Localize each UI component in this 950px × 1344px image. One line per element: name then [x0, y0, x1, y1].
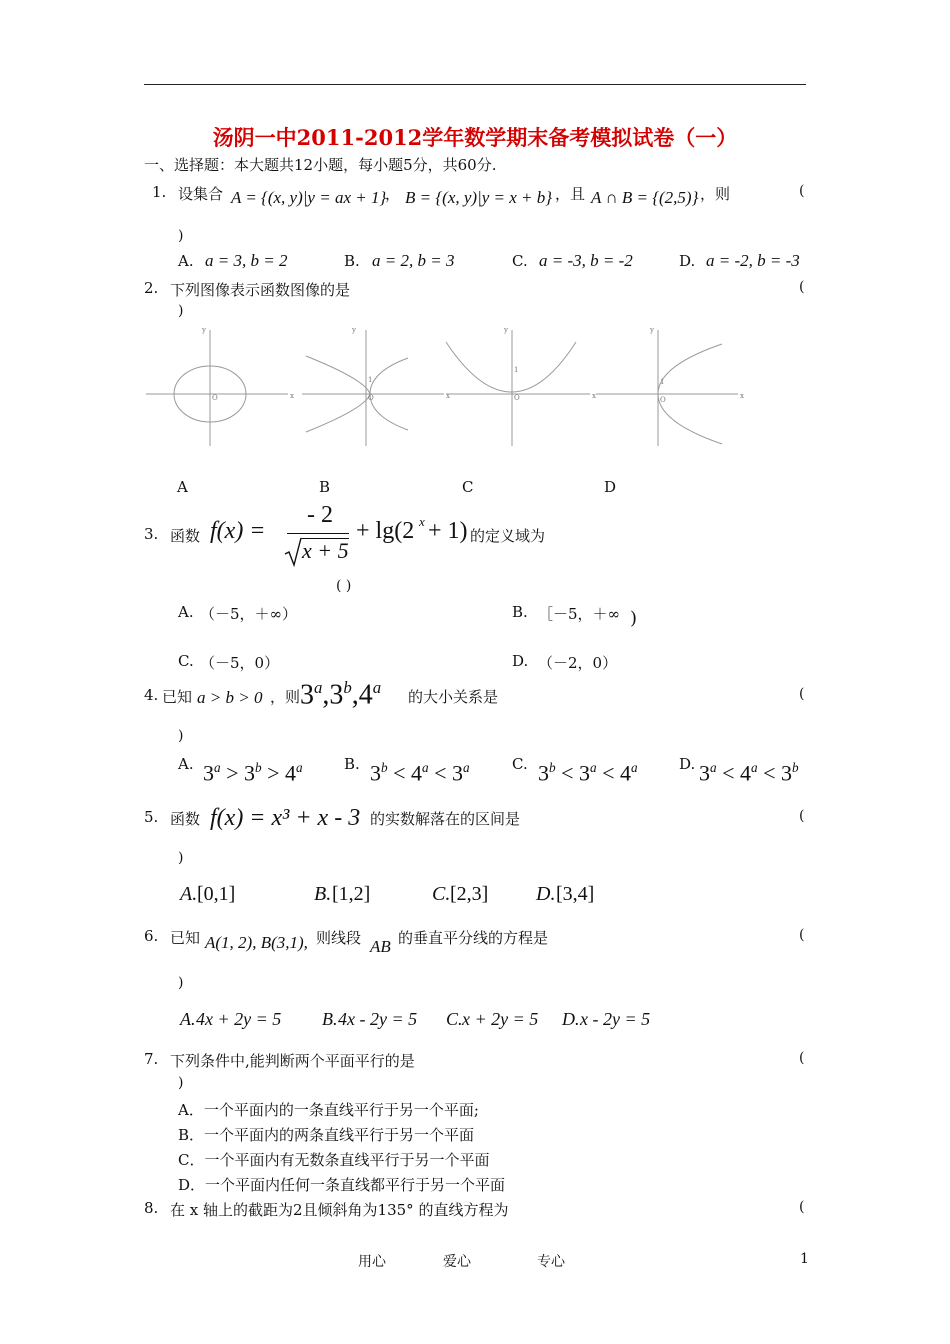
- q3-option-d[interactable]: （－2，0）: [538, 654, 618, 672]
- q5-option-a-label: A.: [180, 883, 198, 905]
- q4-expr-1-base: 3: [300, 679, 314, 711]
- q3-fraction-bar: [287, 533, 349, 534]
- q3-lg: + lg(2: [356, 518, 415, 544]
- q5-tail: 的实数解落在的区间是: [370, 810, 521, 828]
- q1-option-d[interactable]: a = -2, b = -3: [706, 251, 800, 270]
- q3-sqrt-icon: [284, 536, 302, 568]
- top-rule: [144, 84, 806, 85]
- q3-blank: ( ): [336, 578, 352, 594]
- q4-comma-1: ,: [322, 679, 330, 711]
- q2-paren-open: (: [799, 279, 805, 295]
- q6-paren-open: (: [799, 927, 805, 943]
- q4-tail: 的大小关系是: [408, 688, 499, 706]
- q6-option-d-label: D.: [562, 1009, 580, 1029]
- q3-option-c-label: C.: [178, 652, 194, 670]
- q3-option-a[interactable]: （－5，＋∞）: [200, 605, 298, 623]
- q1-option-a[interactable]: a = 3, b = 2: [205, 251, 288, 270]
- q4-option-d[interactable]: [699, 760, 799, 786]
- q1-intersection: A ∩ B = {(2,5)}: [591, 188, 699, 207]
- q1-paren-open: (: [799, 183, 805, 199]
- q4-power-base: 3: [579, 760, 591, 786]
- q4-power-base: 4: [620, 760, 632, 786]
- graph-c-label: C: [462, 478, 474, 496]
- q4-expr-3-exp: a: [372, 678, 382, 697]
- q1-set-b: B = {(x, y)|y = x + b}: [405, 188, 553, 207]
- q6-option-a[interactable]: 4x + 2y = 5: [196, 1009, 282, 1029]
- q4-operator: >: [261, 760, 286, 786]
- q4-power-base: 3: [203, 760, 214, 786]
- q4-mid: ，则: [270, 688, 301, 706]
- q4-power-base: 4: [740, 760, 752, 786]
- q8-paren-open: (: [799, 1199, 805, 1215]
- q4-option-d-label: D.: [679, 755, 696, 773]
- q3-option-c[interactable]: （－5，0）: [200, 654, 280, 672]
- q8-number: 8.: [144, 1199, 159, 1217]
- q5-option-d[interactable]: [3,4]: [556, 883, 595, 905]
- q7-number: 7.: [144, 1050, 159, 1068]
- q5-option-d-label: D.: [536, 883, 556, 905]
- q4-power-base: 3: [244, 760, 256, 786]
- q5-number: 5.: [144, 808, 159, 826]
- q5-option-c[interactable]: [2,3]: [450, 883, 489, 905]
- graph-b[interactable]: [298, 322, 458, 452]
- q3-option-b-close: ): [630, 608, 638, 629]
- q7-option-a[interactable]: A．一个平面内的一条直线平行于另一个平面;: [178, 1101, 479, 1119]
- q4-power-exponent: a: [631, 760, 638, 775]
- q2-number: 2.: [144, 279, 159, 297]
- q6-option-c-label: C.: [446, 1009, 463, 1029]
- q4-expr-1-exp: a: [314, 678, 323, 697]
- graph-c[interactable]: [442, 322, 602, 452]
- footer-item-2: 爱心: [443, 1254, 471, 1270]
- graph-a[interactable]: [140, 322, 300, 452]
- q1-option-b-label: B.: [344, 252, 360, 270]
- graph-a-label: A: [177, 478, 188, 496]
- q3-option-a-label: A.: [178, 603, 194, 621]
- q4-expressions: [300, 678, 381, 711]
- q4-lead: 已知: [162, 688, 193, 706]
- q3-lg-tail: + 1): [428, 518, 468, 544]
- q4-power-base: 3: [781, 760, 793, 786]
- q4-power-base: 3: [538, 760, 549, 786]
- q4-option-a[interactable]: [203, 760, 303, 786]
- q4-operator: >: [220, 760, 245, 786]
- footer-item-3: 专心: [537, 1254, 565, 1270]
- q5-option-a[interactable]: [0,1]: [197, 883, 236, 905]
- q5-paren-open: (: [799, 808, 805, 824]
- q6-segment: AB: [370, 937, 391, 956]
- q1-number: 1.: [152, 183, 167, 201]
- q4-option-c[interactable]: [538, 760, 638, 786]
- q6-tail: 的垂直平分线的方程是: [398, 929, 549, 947]
- q4-power-exponent: b: [792, 760, 799, 775]
- q4-operator: <: [757, 760, 782, 786]
- graph-b-origin: O: [368, 394, 374, 402]
- q4-option-b[interactable]: [370, 760, 470, 786]
- q6-number: 6.: [144, 927, 159, 945]
- q6-lead: 已知: [170, 929, 201, 947]
- graph-d-x-label: x: [740, 392, 744, 400]
- graph-d-origin: O: [660, 396, 666, 404]
- graph-b-x-label: x: [446, 392, 450, 400]
- q6-option-b-label: B.: [322, 1009, 338, 1029]
- q4-operator: <: [555, 760, 580, 786]
- q4-comma-2: ,: [351, 679, 359, 711]
- q1-set-a: A = {(x, y)|y = ax + 1}: [231, 188, 387, 207]
- q6-mid: 则线段: [316, 929, 362, 947]
- q4-power-exponent: a: [710, 760, 717, 775]
- q1-paren-close: ): [178, 228, 184, 244]
- graph-b-label: B: [319, 478, 331, 496]
- q4-number: 4.: [144, 686, 159, 704]
- q6-option-d[interactable]: x - 2y = 5: [580, 1009, 651, 1029]
- q2-text: 下列图像表示函数图像的是: [170, 281, 351, 299]
- q6-option-a-label: A.: [180, 1009, 196, 1029]
- q3-option-b[interactable]: ［－5，＋∞: [538, 605, 621, 623]
- q4-power-base: 4: [411, 760, 423, 786]
- q4-power-exponent: b: [381, 760, 388, 775]
- q2-paren-close: ): [178, 303, 184, 319]
- q5-option-b-label: B.: [314, 883, 332, 905]
- footer-item-1: 用心: [358, 1254, 386, 1270]
- graph-c-one: 1: [514, 366, 519, 374]
- q3-lg-exponent: x: [419, 514, 425, 529]
- q3-fx: f(x) =: [210, 518, 266, 544]
- section-heading: 一、选择题：本大题共12小题，每小题5分，共60分.: [144, 156, 497, 174]
- q4-power-base: 3: [699, 760, 710, 786]
- q7-text: 下列条件中,能判断两个平面平行的是: [170, 1052, 415, 1070]
- graph-d-y-label: y: [650, 326, 654, 334]
- q6-option-b[interactable]: 4x - 2y = 5: [338, 1009, 418, 1029]
- q4-power-base: 4: [285, 760, 297, 786]
- graph-a-origin: O: [212, 394, 218, 402]
- q4-power-exponent: a: [751, 760, 758, 775]
- graph-c-y-label: y: [504, 326, 508, 334]
- q3-tail: 的定义域为: [470, 527, 546, 545]
- q4-condition: a > b > 0: [197, 688, 263, 707]
- q3-numerator: - 2: [307, 502, 333, 528]
- q5-option-b[interactable]: [1,2]: [332, 883, 371, 905]
- q1-sep1: ，: [385, 185, 401, 203]
- q1-option-c[interactable]: a = -3, b = -2: [539, 251, 633, 270]
- graph-b-y-label: y: [352, 326, 356, 334]
- q4-power-base: 3: [370, 760, 381, 786]
- q4-operator: <: [596, 760, 621, 786]
- q5-expression: f(x) = x³ + x - 3: [210, 805, 361, 831]
- q1-lead: 设集合: [178, 185, 224, 203]
- q4-power-exponent: a: [590, 760, 597, 775]
- q5-paren-close: ): [178, 850, 184, 866]
- q1-option-d-label: D.: [679, 252, 696, 270]
- q4-option-b-label: B.: [344, 755, 360, 773]
- graph-d-one: 1: [660, 378, 665, 386]
- q3-denominator: x + 5: [302, 538, 349, 563]
- q7-paren-close: ): [178, 1075, 184, 1091]
- page-title: 汤阴一中2011-2012学年数学期末备考模拟试卷（一）: [212, 125, 738, 150]
- q4-expr-2-exp: b: [343, 678, 352, 697]
- q1-sep2: ，且: [555, 185, 586, 203]
- q4-power-exponent: a: [422, 760, 429, 775]
- q7-paren-open: (: [799, 1050, 805, 1066]
- graph-c-origin: O: [514, 394, 520, 402]
- graph-a-x-label: x: [290, 392, 294, 400]
- q1-option-c-label: C.: [512, 252, 528, 270]
- q5-option-c-label: C.: [432, 883, 451, 905]
- graph-b-one: 1: [368, 376, 373, 384]
- q4-option-a-label: A.: [178, 755, 194, 773]
- q1-option-b[interactable]: a = 2, b = 3: [372, 251, 455, 270]
- q5-lead: 函数: [170, 810, 201, 828]
- q3-number: 3.: [144, 525, 159, 543]
- q1-tail: ，则: [700, 185, 731, 203]
- q6-option-c[interactable]: x + 2y = 5: [462, 1009, 539, 1029]
- q6-points: A(1, 2), B(3,1),: [205, 933, 308, 952]
- q8-text: 在 x 轴上的截距为2且倾斜角为135° 的直线方程为: [170, 1201, 509, 1219]
- q4-operator: <: [428, 760, 453, 786]
- q4-paren-open: (: [799, 686, 805, 702]
- q4-power-exponent: a: [214, 760, 221, 775]
- graph-a-y-label: y: [202, 326, 206, 334]
- q6-paren-close: ): [178, 975, 184, 991]
- q3-option-b-label: B.: [512, 603, 528, 621]
- q4-power-exponent: b: [549, 760, 556, 775]
- q4-power-base: 3: [452, 760, 464, 786]
- q4-power-exponent: b: [255, 760, 262, 775]
- graph-d[interactable]: [592, 322, 752, 452]
- q7-option-c[interactable]: C．一个平面内有无数条直线平行于另一个平面: [178, 1151, 490, 1169]
- q1-option-a-label: A.: [178, 252, 194, 270]
- page-number: 1: [800, 1251, 809, 1267]
- q4-power-exponent: a: [463, 760, 470, 775]
- q4-operator: <: [716, 760, 741, 786]
- q4-expr-3-base: 4: [358, 679, 373, 711]
- q4-operator: <: [387, 760, 412, 786]
- q4-expr-2-base: 3: [329, 679, 344, 711]
- q4-power-exponent: a: [296, 760, 303, 775]
- q7-option-b[interactable]: B．一个平面内的两条直线平行于另一个平面: [178, 1126, 475, 1144]
- q4-option-c-label: C.: [512, 755, 528, 773]
- q3-lead: 函数: [170, 527, 201, 545]
- q7-option-d[interactable]: D．一个平面内任何一条直线都平行于另一个平面: [178, 1176, 506, 1194]
- graph-d-label: D: [604, 478, 617, 496]
- q4-paren-close: ): [178, 728, 184, 744]
- graph-c-x-label: x: [592, 392, 596, 400]
- q3-option-d-label: D.: [512, 652, 529, 670]
